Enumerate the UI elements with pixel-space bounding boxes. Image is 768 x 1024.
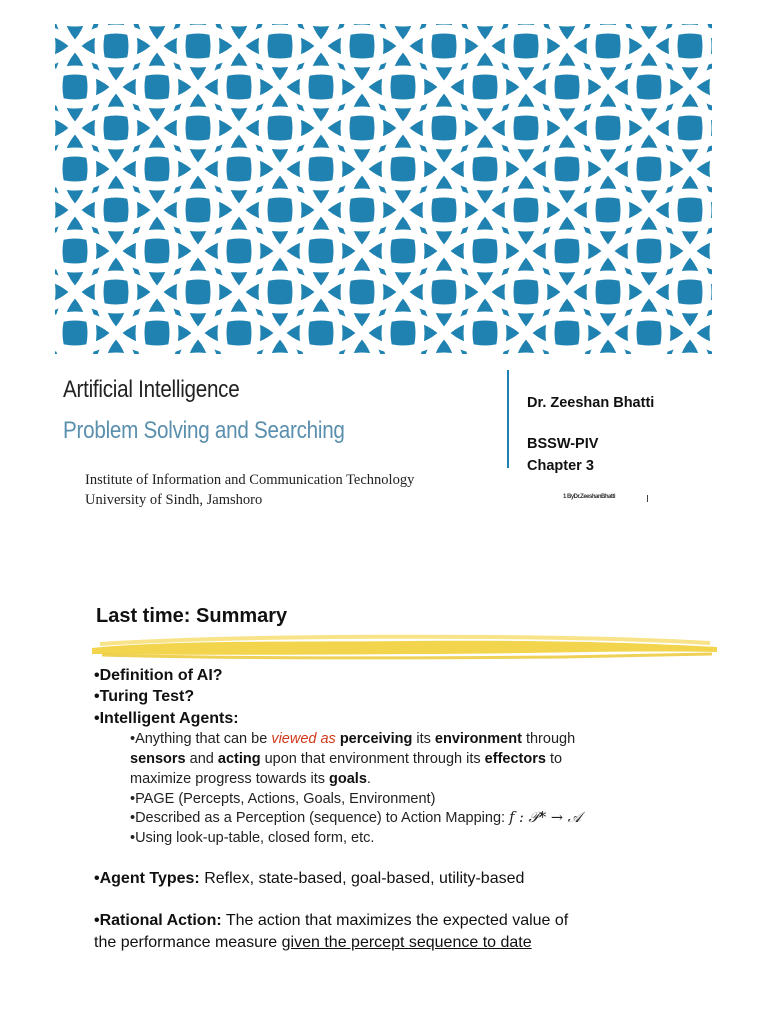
chapter-label: Chapter 3 [527,458,594,474]
course-code: BSSW-PIV [527,436,599,452]
agent-definition-line-1: •Anything that can be viewed as perceiving its environment through [130,731,576,747]
mapping-formula: f : 𝒫* → 𝒜 [509,810,582,826]
rational-action-line-1: •Rational Action: The action that maximizes the expected value of [94,912,569,929]
presentation-subtitle: Problem Solving and Searching [63,417,345,444]
underlined-phrase: given the percept sequence to date [281,934,532,951]
slide-footer: 1 ByDr.ZeeshanBhatti [563,494,616,500]
page-acronym-line: •PAGE (Percepts, Actions, Goals, Environment) [130,791,436,807]
bullet-turing-test: •Turing Test? [94,688,195,705]
presentation-title: Artificial Intelligence [63,376,240,403]
lookup-table-line: •Using look-up-table, closed form, etc. [130,830,375,846]
highlighter-stroke [92,628,717,662]
institute-line-2: University of Sindh, Jamshoro [85,492,263,508]
bullet-intelligent-agents: •Intelligent Agents: [94,710,239,727]
bullet-definition-of-ai: •Definition of AI? [94,667,223,684]
rational-action-line-2: the performance measure given the percept sequence to date [94,934,532,951]
institute-line-1: Institute of Information and Communication Technology [85,472,415,488]
agent-types-line: •Agent Types: Reflex, state-based, goal-based, utility-based [94,870,525,887]
perception-mapping-line: •Described as a Perception (sequence) to Action Mapping: f : 𝒫* → 𝒜 [130,810,582,826]
emphasis-viewed-as: viewed as [271,731,336,747]
footer-tick [647,495,648,502]
divider-line [507,370,509,468]
author-name: Dr. Zeeshan Bhatti [527,395,655,411]
summary-title: Last time: Summary [96,605,288,627]
decorative-banner [55,24,712,354]
agent-definition-line-2: sensors and acting upon that environment through its effectors to [130,751,563,767]
agent-definition-line-3: maximize progress towards its goals. [130,771,371,787]
